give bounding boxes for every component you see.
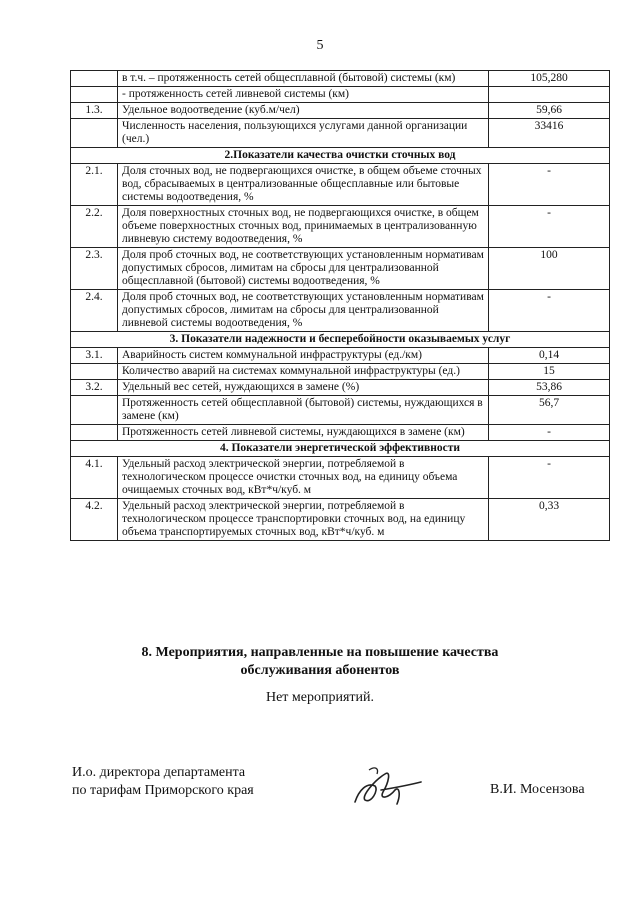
row-number [71,87,118,103]
row-number: 3.2. [71,380,118,396]
indicator-value: - [489,425,610,441]
section-8-heading [100,644,540,680]
row-number [71,396,118,425]
indicator-value: 100 [489,248,610,290]
row-number [71,71,118,87]
indicator-value: 56,7 [489,396,610,425]
indicator-value [489,87,610,103]
table-row [71,380,610,396]
indicator-value: 105,280 [489,71,610,87]
indicator-value: 33416 [489,119,610,148]
row-number [71,364,118,380]
table-row [71,164,610,206]
table-row [71,87,610,103]
table-row [71,364,610,380]
section-8-line-2: обслуживания абонентов [240,663,400,678]
row-number: 1.3. [71,103,118,119]
row-number: 2.3. [71,248,118,290]
row-number: 2.1. [71,164,118,206]
indicator-description: Удельный расход электрической энергии, потребляемой в технологическом процессе очистки сточных вод, на единицу объема очищаемых сточных вод, кВт*ч/куб. м [118,457,489,499]
section-title: 3. Показатели надежности и бесперебойности оказываемых услуг [71,332,610,348]
indicator-value: 53,86 [489,380,610,396]
indicator-description: Протяженность сетей ливневой системы, нуждающихся в замене (км) [118,425,489,441]
section-title: 4. Показатели энергетической эффективности [71,441,610,457]
page-number: 5 [316,38,324,53]
table-row [71,348,610,364]
indicators-table [70,70,610,541]
row-number: 4.1. [71,457,118,499]
indicator-description: в т.ч. – протяженность сетей общесплавной (бытовой) системы (км) [118,71,489,87]
table-row [71,457,610,499]
row-number: 3.1. [71,348,118,364]
indicator-description: Количество аварий на системах коммунальной инфраструктуры (ед.) [118,364,489,380]
signatory-name: В.И. Мосензова [490,782,585,797]
table-row [71,71,610,87]
row-number: 2.4. [71,290,118,332]
indicator-value: - [489,206,610,248]
indicator-description: Удельный расход электрической энергии, потребляемой в технологическом процессе транспортировки сточных вод, на единицу объема транспортируемых сточных вод, кВт*ч/куб. м [118,499,489,541]
indicator-value: - [489,290,610,332]
row-number [71,425,118,441]
handwritten-signature [345,760,425,820]
row-number: 4.2. [71,499,118,541]
no-measures-text: Нет мероприятий. [265,690,375,705]
row-number [71,119,118,148]
indicator-description: Аварийность систем коммунальной инфраструктуры (ед./км) [118,348,489,364]
indicator-value: 0,33 [489,499,610,541]
signatory-title [72,764,254,800]
section-title: 2.Показатели качества очистки сточных вод [71,148,610,164]
indicator-description: Удельное водоотведение (куб.м/чел) [118,103,489,119]
indicator-description: Протяженность сетей общесплавной (бытовой) системы, нуждающихся в замене (км) [118,396,489,425]
indicator-description: - протяженность сетей ливневой системы (км) [118,87,489,103]
table-row [71,425,610,441]
table-row [71,396,610,425]
section-header-row [71,441,610,457]
indicator-description: Доля проб сточных вод, не соответствующих установленным нормативам допустимых сбросов, лимитам на сбросы для централизованной общесплавной (бытовой) системы водоотведения, % [118,248,489,290]
signatory-title-line-1: И.о. директора департамента [72,765,246,780]
indicator-value: 15 [489,364,610,380]
indicator-description: Удельный вес сетей, нуждающихся в замене (%) [118,380,489,396]
table-row [71,290,610,332]
section-header-row [71,148,610,164]
table-row [71,206,610,248]
indicator-description: Доля поверхностных сточных вод, не подвергающихся очистке, в общем объеме поверхностных сточных вод, принимаемых в централизованную ливневую систему водоотведения, % [118,206,489,248]
indicator-value: 59,66 [489,103,610,119]
table-row [71,248,610,290]
table-row [71,119,610,148]
indicator-description: Численность населения, пользующихся услугами данной организации (чел.) [118,119,489,148]
indicator-value: - [489,457,610,499]
indicator-value: - [489,164,610,206]
indicator-description: Доля сточных вод, не подвергающихся очистке, в общем объеме сточных вод, сбрасываемых в централизованные общесплавные или бытовые системы водоотведения, % [118,164,489,206]
section-8-line-1: 8. Мероприятия, направленные на повышение качества [141,645,499,660]
table-row [71,499,610,541]
signatory-title-line-2: по тарифам Приморского края [72,783,254,798]
indicator-description: Доля проб сточных вод, не соответствующих установленным нормативам допустимых сбросов, лимитам на сбросы для централизованной ливневой системы водоотведения, % [118,290,489,332]
table-row [71,103,610,119]
section-header-row [71,332,610,348]
row-number: 2.2. [71,206,118,248]
indicator-value: 0,14 [489,348,610,364]
